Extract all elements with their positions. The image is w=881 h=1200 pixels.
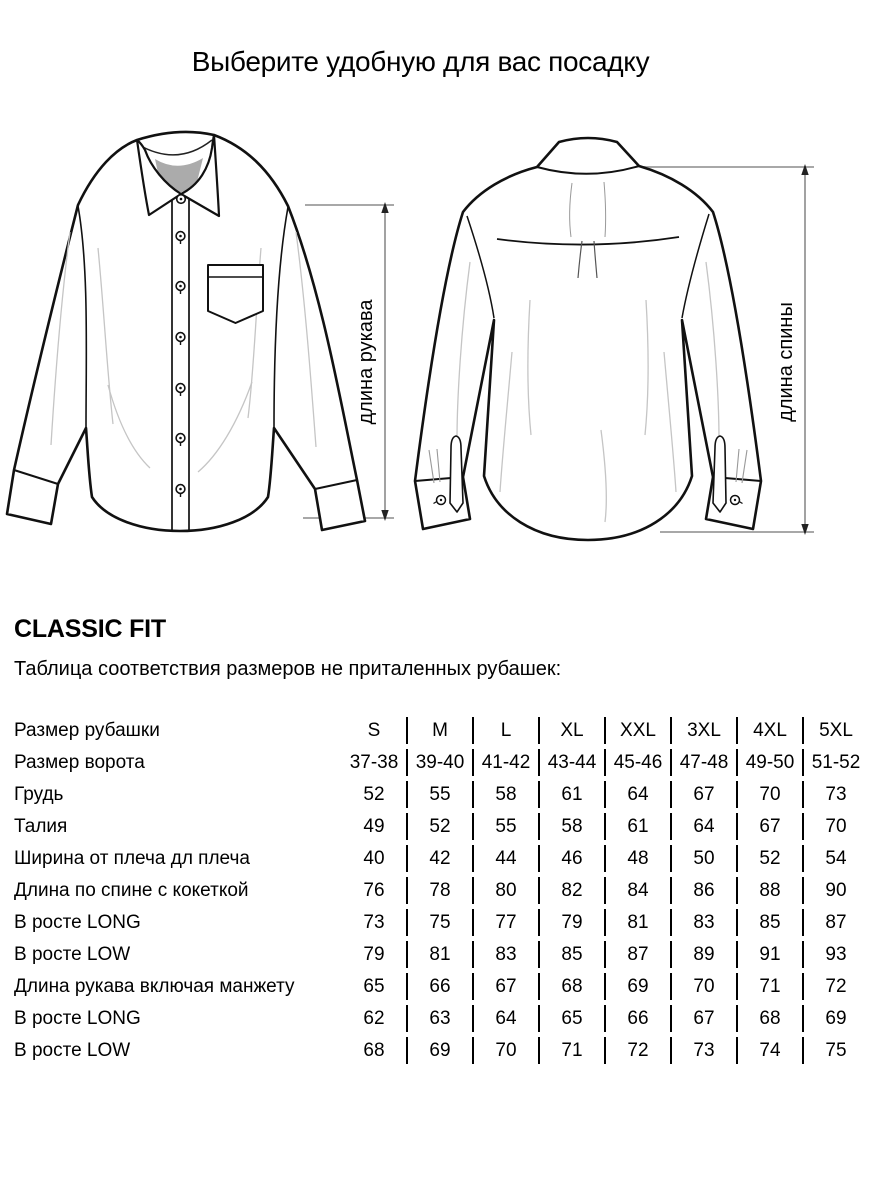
arrow-up-icon bbox=[801, 164, 808, 175]
size-value-cell: 72 bbox=[802, 973, 868, 1000]
table-row bbox=[14, 909, 868, 936]
table-row bbox=[14, 781, 868, 808]
size-value-cell: 58 bbox=[472, 781, 538, 808]
size-value-cell: 62 bbox=[363, 1008, 385, 1029]
size-value-cell: 82 bbox=[538, 877, 604, 904]
row-label: Грудь bbox=[14, 784, 64, 805]
size-value-cell: 72 bbox=[604, 1037, 670, 1064]
table-row bbox=[14, 941, 868, 968]
size-value-cell: 78 bbox=[406, 877, 472, 904]
size-value-cell: S bbox=[367, 720, 381, 741]
size-value-cell: 52 bbox=[736, 845, 802, 872]
row-label: Размер ворота bbox=[14, 752, 145, 773]
front-shirt-drawing bbox=[7, 132, 365, 531]
size-value-cell: M bbox=[406, 717, 472, 744]
row-label: В росте LONG bbox=[14, 912, 141, 933]
table-row bbox=[14, 749, 868, 776]
size-value-cell: 79 bbox=[538, 909, 604, 936]
arrow-down-icon bbox=[381, 510, 388, 521]
size-value-cell: 45-46 bbox=[604, 749, 670, 776]
row-label: В росте LOW bbox=[14, 1040, 131, 1061]
size-value-cell: 5XL bbox=[802, 717, 868, 744]
size-value-cell: 85 bbox=[538, 941, 604, 968]
size-value-cell: 47-48 bbox=[670, 749, 736, 776]
size-value-cell: 68 bbox=[538, 973, 604, 1000]
size-value-cell: 81 bbox=[406, 941, 472, 968]
size-value-cell: 71 bbox=[736, 973, 802, 1000]
size-value-cell: 68 bbox=[736, 1005, 802, 1032]
chest-pocket bbox=[208, 265, 263, 323]
size-value-cell: 64 bbox=[604, 781, 670, 808]
sleeve-length-label: длина рукава bbox=[355, 299, 377, 425]
size-value-cell: 73 bbox=[802, 781, 868, 808]
size-value-cell: 48 bbox=[604, 845, 670, 872]
size-value-cell: XXL bbox=[604, 717, 670, 744]
size-value-cell: 85 bbox=[736, 909, 802, 936]
size-chart-table bbox=[14, 712, 868, 1069]
size-value-cell: 66 bbox=[406, 973, 472, 1000]
size-value-cell: 42 bbox=[406, 845, 472, 872]
table-subtitle: Таблица соответствия размеров не приталенных рубашек: bbox=[14, 658, 562, 680]
size-value-cell: 67 bbox=[670, 1005, 736, 1032]
size-value-cell: 65 bbox=[363, 976, 385, 997]
table-row bbox=[14, 973, 868, 1000]
size-value-cell: 37-38 bbox=[349, 752, 399, 773]
size-value-cell: 69 bbox=[604, 973, 670, 1000]
size-value-cell: 49-50 bbox=[736, 749, 802, 776]
table-row bbox=[14, 1005, 868, 1032]
table-row bbox=[14, 877, 868, 904]
size-value-cell: 61 bbox=[604, 813, 670, 840]
size-value-cell: 67 bbox=[670, 781, 736, 808]
size-value-cell: 79 bbox=[363, 944, 385, 965]
table-row bbox=[14, 1037, 868, 1064]
size-value-cell: 81 bbox=[604, 909, 670, 936]
size-value-cell: 70 bbox=[472, 1037, 538, 1064]
row-label: В росте LONG bbox=[14, 1008, 141, 1029]
size-value-cell: 52 bbox=[363, 784, 385, 805]
table-row bbox=[14, 813, 868, 840]
table-row bbox=[14, 845, 868, 872]
size-value-cell: 88 bbox=[736, 877, 802, 904]
row-label: Длина по спине с кокеткой bbox=[14, 880, 249, 901]
size-value-cell: 44 bbox=[472, 845, 538, 872]
size-value-cell: 87 bbox=[802, 909, 868, 936]
size-value-cell: L bbox=[472, 717, 538, 744]
size-value-cell: 70 bbox=[802, 813, 868, 840]
size-value-cell: 65 bbox=[538, 1005, 604, 1032]
size-value-cell: 40 bbox=[363, 848, 385, 869]
size-value-cell: 83 bbox=[670, 909, 736, 936]
size-value-cell: 75 bbox=[802, 1037, 868, 1064]
table-row bbox=[14, 717, 868, 744]
fit-section-heading: CLASSIC FIT bbox=[14, 615, 166, 643]
size-value-cell: 3XL bbox=[670, 717, 736, 744]
size-value-cell: 93 bbox=[802, 941, 868, 968]
size-value-cell: 70 bbox=[670, 973, 736, 1000]
size-value-cell: 67 bbox=[736, 813, 802, 840]
size-value-cell: 69 bbox=[406, 1037, 472, 1064]
back-shirt-drawing bbox=[415, 138, 761, 540]
size-value-cell: 89 bbox=[670, 941, 736, 968]
size-value-cell: 74 bbox=[736, 1037, 802, 1064]
size-value-cell: 87 bbox=[604, 941, 670, 968]
sleeve-length-dimension bbox=[355, 202, 389, 521]
row-label: Размер рубашки bbox=[14, 720, 160, 741]
size-value-cell: 77 bbox=[472, 909, 538, 936]
size-value-cell: 76 bbox=[363, 880, 385, 901]
size-value-cell: 86 bbox=[670, 877, 736, 904]
size-value-cell: 51-52 bbox=[802, 749, 868, 776]
back-length-dimension bbox=[775, 164, 809, 535]
row-label: Длина рукава включая манжету bbox=[14, 976, 295, 997]
size-value-cell: 49 bbox=[363, 816, 385, 837]
arrow-down-icon bbox=[801, 524, 808, 535]
size-value-cell: 68 bbox=[363, 1040, 385, 1061]
size-value-cell: 39-40 bbox=[406, 749, 472, 776]
size-value-cell: 84 bbox=[604, 877, 670, 904]
row-label: Талия bbox=[14, 816, 68, 837]
size-value-cell: 71 bbox=[538, 1037, 604, 1064]
size-value-cell: 52 bbox=[406, 813, 472, 840]
size-value-cell: 67 bbox=[472, 973, 538, 1000]
size-value-cell: 43-44 bbox=[538, 749, 604, 776]
size-value-cell: 91 bbox=[736, 941, 802, 968]
size-value-cell: 90 bbox=[802, 877, 868, 904]
size-value-cell: XL bbox=[538, 717, 604, 744]
size-value-cell: 73 bbox=[363, 912, 385, 933]
page-title: Выберите удобную для вас посадку bbox=[191, 46, 650, 77]
back-length-label: длина спины bbox=[775, 302, 797, 422]
size-value-cell: 54 bbox=[802, 845, 868, 872]
size-value-cell: 50 bbox=[670, 845, 736, 872]
size-value-cell: 41-42 bbox=[472, 749, 538, 776]
size-value-cell: 61 bbox=[538, 781, 604, 808]
size-value-cell: 70 bbox=[736, 781, 802, 808]
size-value-cell: 66 bbox=[604, 1005, 670, 1032]
size-value-cell: 64 bbox=[670, 813, 736, 840]
size-value-cell: 46 bbox=[538, 845, 604, 872]
size-value-cell: 73 bbox=[670, 1037, 736, 1064]
size-value-cell: 63 bbox=[406, 1005, 472, 1032]
size-value-cell: 55 bbox=[406, 781, 472, 808]
size-value-cell: 58 bbox=[538, 813, 604, 840]
arrow-up-icon bbox=[381, 202, 388, 213]
size-value-cell: 83 bbox=[472, 941, 538, 968]
size-value-cell: 80 bbox=[472, 877, 538, 904]
row-label: Ширина от плеча дл плеча bbox=[14, 848, 250, 869]
size-value-cell: 75 bbox=[406, 909, 472, 936]
size-value-cell: 4XL bbox=[736, 717, 802, 744]
size-value-cell: 64 bbox=[472, 1005, 538, 1032]
size-value-cell: 69 bbox=[802, 1005, 868, 1032]
row-label: В росте LOW bbox=[14, 944, 131, 965]
size-value-cell: 55 bbox=[472, 813, 538, 840]
